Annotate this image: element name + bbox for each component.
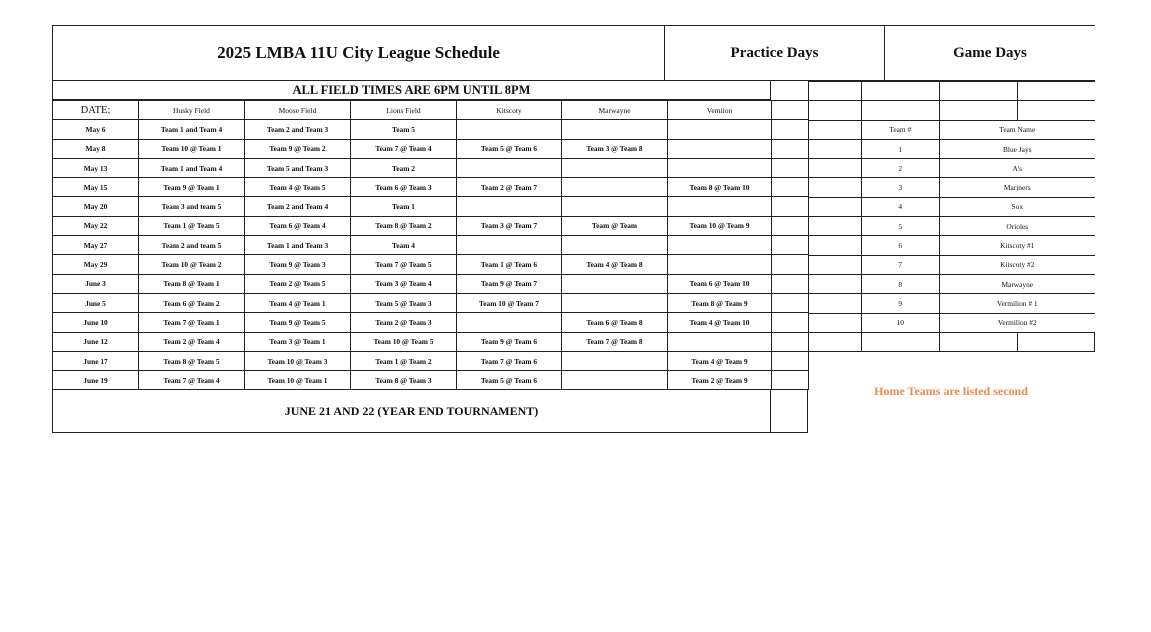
spacer-cell [772,139,809,158]
blank-cell [1017,82,1094,101]
blank-cell [809,332,862,351]
game-cell: Team 1 @ Team 6 [457,255,562,274]
game-cell [562,120,668,139]
schedule-row [53,255,809,274]
game-cell: Team 7 @ Team 1 [139,313,245,332]
teams-row [809,159,1095,178]
game-cell: Team 1 and Team 4 [139,120,245,139]
game-cell: Team 1 @ Team 5 [139,216,245,235]
spacer-cell [772,255,809,274]
date-header: DATE: [53,101,139,120]
teams-row [809,139,1095,158]
game-cell: Team 5 @ Team 3 [351,293,457,312]
blank-cell [809,236,862,255]
team-number: 7 [861,255,940,274]
game-cell: Team 7 @ Team 8 [562,332,668,351]
team-number: 4 [861,197,940,216]
team-number: 10 [861,313,940,332]
spacer-cell [772,216,809,235]
game-cell: Team 10 @ Team 9 [668,216,772,235]
game-cell: Team 9 @ Team 2 [245,139,351,158]
schedule-row [53,236,809,255]
game-cell [457,197,562,216]
teams-row [809,120,1095,139]
spacer-cell [772,351,809,370]
team-name: Kitscoty #1 [940,236,1095,255]
game-cell: Team 5 @ Team 6 [457,139,562,158]
game-cell [457,236,562,255]
field-header: Marwayne [562,101,668,120]
blank-cell [809,101,862,120]
field-times-banner: ALL FIELD TIMES ARE 6PM UNTIL 8PM [52,81,771,100]
schedule-date: May 13 [53,158,139,177]
game-cell: Team 4 [351,236,457,255]
game-cell: Team 9 @ Team 1 [139,178,245,197]
game-cell: Team 10 @ Team 5 [351,332,457,351]
game-cell: Team 2 and Team 4 [245,197,351,216]
game-cell: Team 6 @ Team 4 [245,216,351,235]
game-cell [562,178,668,197]
schedule-date: June 5 [53,293,139,312]
team-name-header: Team Name [940,120,1095,139]
game-cell: Team 7 @ Team 6 [457,351,562,370]
game-cell [562,293,668,312]
game-cell [562,197,668,216]
blank-cell [861,101,940,120]
spacer-cell [772,293,809,312]
game-cell [668,197,772,216]
team-name: Orioles [940,217,1095,236]
schedule-row [53,293,809,312]
game-cell [668,120,772,139]
game-cell: Team 2 @ Team 3 [351,313,457,332]
game-cell [668,236,772,255]
blank-cell [1017,101,1094,120]
game-cell [562,274,668,293]
game-cell: Team 8 @ Team 10 [668,178,772,197]
game-cell: Team 3 @ Team 4 [351,274,457,293]
game-cell: Team 1 and Team 4 [139,158,245,177]
practice-days-header: Practice Days [665,25,885,81]
blank-cell [809,139,862,158]
game-cell: Team 3 @ Team 8 [562,139,668,158]
team-name: Vermilion # 1 [940,294,1095,313]
schedule-row [53,197,809,216]
game-cell [562,351,668,370]
blank-cell [809,313,862,332]
game-cell: Team 2 @ Team 5 [245,274,351,293]
blank-cell [809,120,862,139]
blank-cell [809,197,862,216]
game-cell: Team 3 @ Team 1 [245,332,351,351]
blank-cell [861,82,940,101]
team-number: 6 [861,236,940,255]
spacer-cell [772,101,809,120]
game-cell: Team @ Team [562,216,668,235]
game-cell [457,158,562,177]
team-number: 9 [861,294,940,313]
schedule-table [52,100,809,390]
schedule-date: May 29 [53,255,139,274]
game-cell: Team 10 @ Team 3 [245,351,351,370]
spacer-cell [772,274,809,293]
schedule-date: May 8 [53,139,139,158]
game-cell: Team 2 and team 5 [139,236,245,255]
schedule-date: June 19 [53,371,139,390]
game-cell: Team 3 and team 5 [139,197,245,216]
field-header: Lions Field [351,101,457,120]
team-name: Sox [940,197,1095,216]
game-cell [562,371,668,390]
schedule-row [53,313,809,332]
game-cell: Team 6 @ Team 2 [139,293,245,312]
team-name: Mariners [940,178,1095,197]
game-cell: Team 7 @ Team 4 [139,371,245,390]
game-cell: Team 2 [351,158,457,177]
teams-row [809,313,1095,332]
spacer-cell [772,120,809,139]
schedule-row [53,371,809,390]
team-name: Kitscoty #2 [940,255,1095,274]
game-cell: Team 9 @ Team 3 [245,255,351,274]
team-name: Blue Jays [940,139,1095,158]
schedule-date: June 3 [53,274,139,293]
schedule-date: May 22 [53,216,139,235]
schedule-date: June 10 [53,313,139,332]
blank-cell [809,82,862,101]
spacer-cell [772,178,809,197]
team-name: Vermilion #2 [940,313,1095,332]
schedule-row [53,351,809,370]
schedule-row [53,139,809,158]
teams-row [809,332,1095,351]
blank-cell [809,255,862,274]
schedule-date: May 15 [53,178,139,197]
game-days-header: Game Days [885,25,1095,81]
blank-cell [809,178,862,197]
game-cell [668,255,772,274]
game-cell: Team 9 @ Team 7 [457,274,562,293]
schedule-sheet [52,25,1095,433]
game-cell: Team 4 @ Team 1 [245,293,351,312]
page-title: 2025 LMBA 11U City League Schedule [52,25,665,81]
team-number: 5 [861,217,940,236]
game-cell [668,139,772,158]
game-cell: Team 7 @ Team 5 [351,255,457,274]
schedule-row [53,178,809,197]
teams-row [809,274,1095,293]
game-cell: Team 1 [351,197,457,216]
game-cell: Team 6 @ Team 10 [668,274,772,293]
team-number-header: Team # [861,120,940,139]
field-header: Kitscoty [457,101,562,120]
team-number: 2 [861,159,940,178]
team-name: A's [940,159,1095,178]
spacer-cell [772,332,809,351]
teams-row [809,255,1095,274]
blank-cell [809,159,862,178]
field-header: Vemiion [668,101,772,120]
game-cell: Team 8 @ Team 1 [139,274,245,293]
game-cell: Team 2 @ Team 7 [457,178,562,197]
game-cell: Team 5 @ Team 6 [457,371,562,390]
game-cell: Team 7 @ Team 4 [351,139,457,158]
game-cell: Team 1 @ Team 2 [351,351,457,370]
field-header: Moose Field [245,101,351,120]
game-cell: Team 2 @ Team 9 [668,371,772,390]
game-cell: Team 10 @ Team 1 [245,371,351,390]
schedule-row [53,274,809,293]
blank-cell [940,82,1018,101]
game-cell: Team 5 and Team 3 [245,158,351,177]
game-cell: Team 9 @ Team 6 [457,332,562,351]
team-number: 3 [861,178,940,197]
game-cell: Team 1 and Team 3 [245,236,351,255]
teams-row [809,82,1095,101]
game-cell: Team 4 @ Team 9 [668,351,772,370]
game-cell: Team 2 @ Team 4 [139,332,245,351]
team-number: 8 [861,274,940,293]
game-cell [562,236,668,255]
game-cell: Team 3 @ Team 7 [457,216,562,235]
schedule-row [53,158,809,177]
field-header-row [53,101,809,120]
schedule-date: June 12 [53,332,139,351]
teams-row [809,294,1095,313]
blank-cell [940,101,1018,120]
game-cell [668,158,772,177]
game-cell: Team 10 @ Team 2 [139,255,245,274]
teams-row [809,101,1095,120]
teams-row [809,236,1095,255]
game-cell: Team 2 and Team 3 [245,120,351,139]
blank-cell [809,274,862,293]
game-cell: Team 6 @ Team 8 [562,313,668,332]
game-cell [457,120,562,139]
schedule-date: May 6 [53,120,139,139]
game-cell: Team 10 @ Team 7 [457,293,562,312]
spacer-cell [772,158,809,177]
game-cell: Team 4 @ Team 5 [245,178,351,197]
game-cell: Team 8 @ Team 2 [351,216,457,235]
schedule-date: May 20 [53,197,139,216]
home-teams-note: Home Teams are listed second [874,384,1028,398]
spacer-cell [772,197,809,216]
schedule-row [53,332,809,351]
game-cell: Team 4 @ Team 8 [562,255,668,274]
blank-cell [861,332,940,351]
game-cell: Team 8 @ Team 5 [139,351,245,370]
schedule-date: June 17 [53,351,139,370]
game-cell: Team 4 @ Team 10 [668,313,772,332]
teams-row [809,197,1095,216]
blank-cell [1017,332,1094,351]
blank-cell [809,217,862,236]
schedule-date: May 27 [53,236,139,255]
game-cell [562,158,668,177]
game-cell [668,332,772,351]
blank-cell [809,294,862,313]
game-cell: Team 6 @ Team 3 [351,178,457,197]
spacer-cell [772,313,809,332]
game-cell [457,313,562,332]
game-cell: Team 10 @ Team 1 [139,139,245,158]
field-header: Husky Field [139,101,245,120]
teams-row [809,178,1095,197]
blank-cell [940,332,1018,351]
tournament-footer: JUNE 21 AND 22 (YEAR END TOURNAMENT) [52,389,771,433]
schedule-row [53,120,809,139]
spacer-cell [772,236,809,255]
teams-row [809,217,1095,236]
team-name: Marwayne [940,274,1095,293]
game-cell: Team 8 @ Team 3 [351,371,457,390]
teams-table [808,81,1095,352]
game-cell: Team 8 @ Team 9 [668,293,772,312]
team-number: 1 [861,139,940,158]
game-cell: Team 5 [351,120,457,139]
schedule-row [53,216,809,235]
game-cell: Team 9 @ Team 5 [245,313,351,332]
